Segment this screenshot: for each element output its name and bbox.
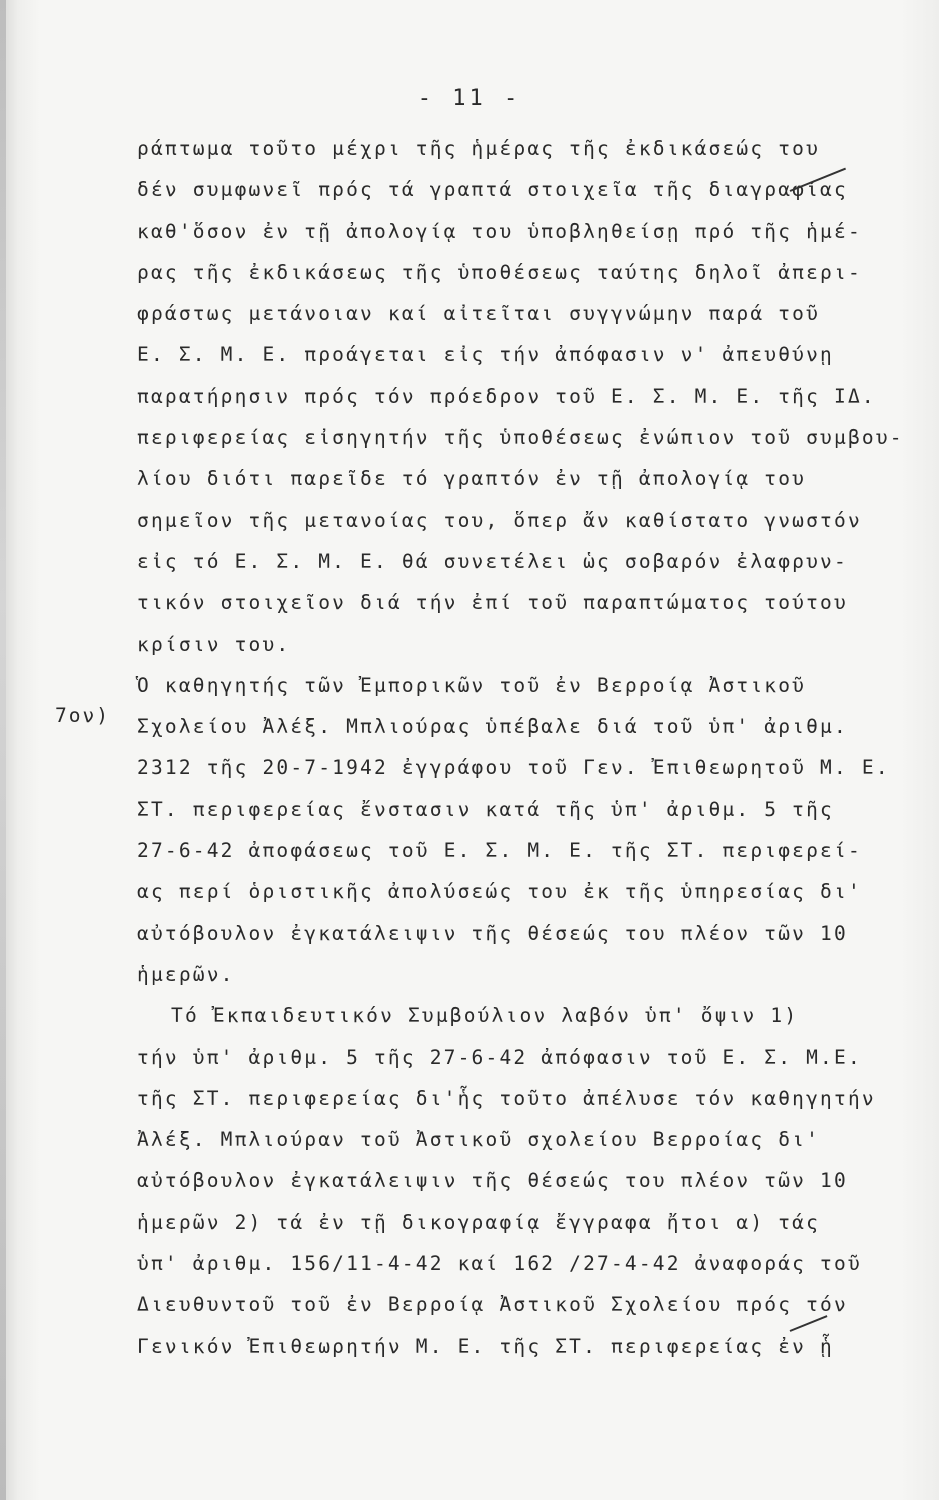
- item-line: ἡμερῶν.: [137, 962, 235, 986]
- text-line: σημεῖον τῆς μετανοίας του, ὅπερ ἄν καθίστατο γνωστόν: [137, 508, 862, 532]
- page-number: - 11 -: [417, 86, 522, 111]
- item-line: 27-6-42 ἀποφάσεως τοῦ Ε. Σ. Μ. Ε. τῆς ΣΤ. περιφερεί-: [137, 839, 862, 863]
- item-line: 2312 τῆς 20-7-1942 ἐγγράφου τοῦ Γεν. Ἐπιθεωρητοῦ Μ. Ε.: [137, 756, 890, 780]
- scan-edge-shadow: [0, 0, 6, 1500]
- text-line: καθ'ὅσον ἐν τῇ ἀπολογίᾳ του ὑποβληθείσῃ πρό τῆς ἡμέ-: [137, 219, 862, 243]
- text-line: ρας τῆς ἐκδικάσεως τῆς ὑποθέσεως ταύτης δηλοῖ ἀπερι-: [137, 260, 862, 284]
- paragraph-line: τήν ὑπ' ἀριθμ. 5 τῆς 27-6-42 ἀπόφασιν τοῦ Ε. Σ. Μ.Ε.: [137, 1045, 862, 1069]
- text-line: φράστως μετάνοιαν καί αἰτεῖται συγγνώμην παρά τοῦ: [137, 302, 821, 326]
- paragraph-line: Γενικόν Ἐπιθεωρητήν Μ. Ε. τῆς ΣΤ. περιφερείας ἐν ᾗ: [137, 1334, 834, 1358]
- paragraph-line: ὑπ' ἀριθμ. 156/11-4-42 καί 162 /27-4-42 ἀναφοράς τοῦ: [137, 1252, 862, 1276]
- paragraph-line: Ἀλέξ. Μπλιούραν τοῦ Ἀστικοῦ σχολείου Βερροίας δι': [137, 1128, 821, 1152]
- body-text: [137, 128, 907, 1367]
- paragraph-line: Διευθυντοῦ τοῦ ἐν Βερροίᾳ Ἀστικοῦ Σχολείου πρός τόν: [137, 1293, 848, 1317]
- item-line: ΣΤ. περιφερείας ἔνστασιν κατά τῆς ὑπ' ἀριθμ. 5 τῆς: [137, 797, 834, 821]
- paragraph-line: Τό Ἐκπαιδευτικόν Συμβούλιον λαβόν ὑπ' ὄψιν 1): [171, 1004, 799, 1028]
- text-line: παρατήρησιν πρός τόν πρόεδρον τοῦ Ε. Σ. Μ. Ε. τῆς ΙΔ.: [137, 384, 876, 408]
- paragraph-line: ἡμερῶν 2) τά ἐν τῇ δικογραφίᾳ ἔγγραφα ἤτοι α) τάς: [137, 1210, 821, 1234]
- text-line: Ε. Σ. Μ. Ε. προάγεται εἰς τήν ἀπόφασιν ν' ἀπευθύνῃ: [137, 343, 834, 367]
- text-line: ράπτωμα τοῦτο μέχρι τῆς ἡμέρας τῆς ἐκδικάσεώς του: [137, 137, 821, 160]
- text-line: δέν συμφωνεῖ πρός τά γραπτά στοιχεῖα τῆς διαγραφίας: [137, 178, 848, 202]
- text-line: κρίσιν του.: [137, 632, 291, 656]
- text-line: εἰς τό Ε. Σ. Μ. Ε. θά συνετέλει ὡς σοβαρόν ἐλαφρυν-: [137, 549, 848, 573]
- paragraph-line: αὐτόβουλον ἐγκατάλειψιν τῆς θέσεώς του πλέον τῶν 10: [137, 1169, 848, 1193]
- item-number-label: 7ον): [55, 704, 110, 727]
- paragraph-line: τῆς ΣΤ. περιφερείας δι'ἧς τοῦτο ἀπέλυσε τόν καθηγητήν: [137, 1086, 876, 1110]
- text-line: τικόν στοιχεῖον διά τήν ἐπί τοῦ παραπτώματος τούτου: [137, 591, 848, 615]
- text-line: περιφερείας εἰσηγητήν τῆς ὑποθέσεως ἐνώπιον τοῦ συμβου-: [137, 426, 904, 450]
- text-line: λίου διότι παρεῖδε τό γραπτόν ἐν τῇ ἀπολογίᾳ του: [137, 467, 807, 491]
- item-line: ας περί ὁριστικῆς ἀπολύσεώς του ἐκ τῆς ὑπηρεσίας δι': [137, 880, 862, 904]
- item-line: Ὁ καθηγητής τῶν Ἐμπορικῶν τοῦ ἐν Βερροίᾳ Ἀστικοῦ: [137, 673, 807, 697]
- item-line: Σχολείου Ἀλέξ. Μπλιούρας ὑπέβαλε διά τοῦ ὑπ' ἀριθμ.: [137, 715, 848, 739]
- item-line: αὐτόβουλον ἐγκατάλειψιν τῆς θέσεώς του πλέον τῶν 10: [137, 921, 848, 945]
